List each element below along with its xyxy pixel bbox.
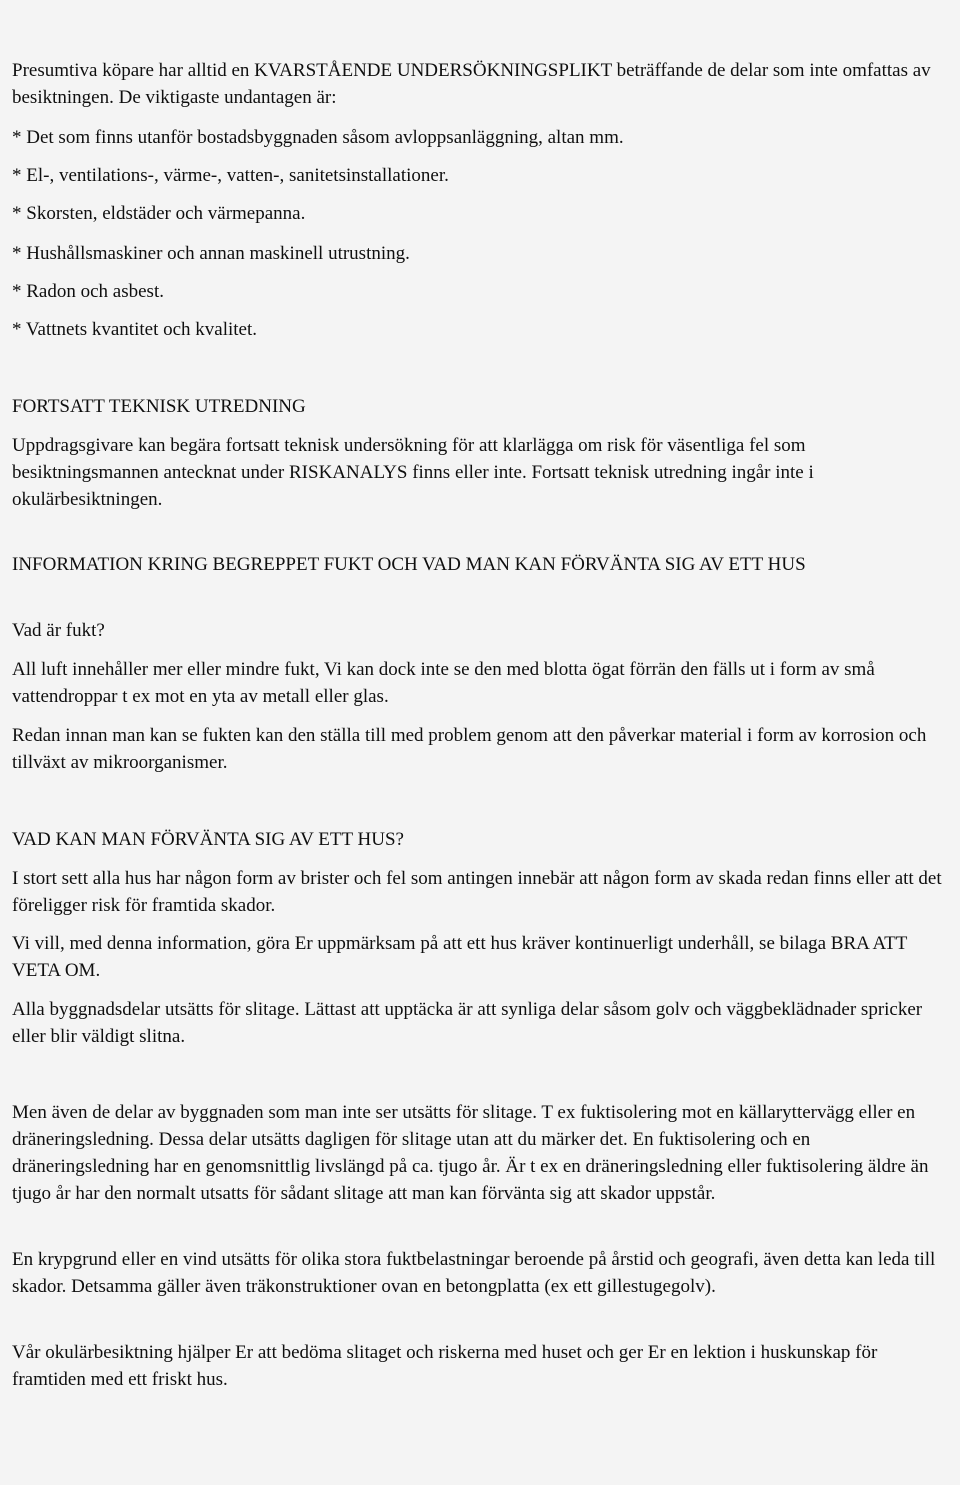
expect-paragraph: Vi vill, med denna information, göra Er uppmärksam på att ett hus kräver kontinuerligt underhåll, se bilaga BRA ATT VETA OM. xyxy=(12,933,908,981)
technical-heading: FORTSATT TEKNISK UTREDNING xyxy=(12,396,306,417)
exception-item-chimney: * Skorsten, eldstäder och värmepanna. xyxy=(12,203,306,224)
moisture-paragraph: All luft innehåller mer eller mindre fukt, Vi kan dock inte se den med blotta ögat förrän den fälls ut i form av små vattendroppar t ex mot en yta av metall eller glas. xyxy=(12,659,875,707)
moisture-paragraph: Redan innan man kan se fukten kan den ställa till med problem genom att den påverkar material i form av korrosion och tillväxt av mikroorganismer. xyxy=(12,725,927,773)
moisture-question: Vad är fukt? xyxy=(12,620,105,641)
exception-item-water: * Vattnets kvantitet och kvalitet. xyxy=(12,319,258,340)
expect-heading: VAD KAN MAN FÖRVÄNTA SIG AV ETT HUS? xyxy=(12,829,404,850)
technical-body: Uppdragsgivare kan begära fortsatt teknisk undersökning för att klarlägga om risk för väsentliga fel som besiktningsmannen antecknat under RISKANALYS finns eller inte. Fortsatt teknisk utredning ingår inte i okulärbesiktningen. xyxy=(12,435,814,510)
exception-item-outside: * Det som finns utanför bostadsbyggnaden såsom avloppsanläggning, altan mm. xyxy=(12,127,624,148)
expect-paragraph: I stort sett alla hus har någon form av brister och fel som antingen innebär att någon form av skada redan finns eller att det föreligger risk för framtida skador. xyxy=(12,868,942,916)
intro-lead: Presumtiva köpare har alltid en KVARSTÅENDE UNDERSÖKNINGSPLIKT beträffande de delar som inte omfattas av besiktningen. De viktigaste undantagen är: xyxy=(12,60,931,108)
exception-item-appliances: * Hushållsmaskiner och annan maskinell utrustning. xyxy=(12,243,410,264)
exception-item-installations: * El-, ventilations-, värme-, vatten-, sanitetsinstallationer. xyxy=(12,165,449,186)
moisture-heading: INFORMATION KRING BEGREPPET FUKT OCH VAD MAN KAN FÖRVÄNTA SIG AV ETT HUS xyxy=(12,554,806,575)
exception-item-radon: * Radon och asbest. xyxy=(12,281,164,302)
expect-paragraph: Men även de delar av byggnaden som man inte ser utsätts för slitage. T ex fuktisolering mot en källaryttervägg eller en dräneringsledning. Dessa delar utsätts dagligen för slitage utan att du märker det. En fuktisolering och en dräneringsledning har en genomsnittlig livslängd på ca. tjugo år. Är t ex en dräneringsledning eller fuktisolering äldre än tjugo år har den normalt utsatts för sådant slitage att man kan förvänta sig att skador uppstår. xyxy=(12,1102,929,1204)
expect-paragraph: En krypgrund eller en vind utsätts för olika stora fuktbelastningar beroende på årstid och geografi, även detta kan leda till skador. Detsamma gäller även träkonstruktioner ovan en betongplatta (ex ett gillestugegolv). xyxy=(12,1249,936,1297)
expect-paragraph: Vår okulärbesiktning hjälper Er att bedöma slitaget och riskerna med huset och ger Er en lektion i huskunskap för framtiden med ett friskt hus. xyxy=(12,1342,878,1390)
expect-paragraph: Alla byggnadsdelar utsätts för slitage. Lättast att upptäcka är att synliga delar såsom golv och väggbeklädnader spricker eller blir väldigt slitna. xyxy=(12,999,923,1047)
